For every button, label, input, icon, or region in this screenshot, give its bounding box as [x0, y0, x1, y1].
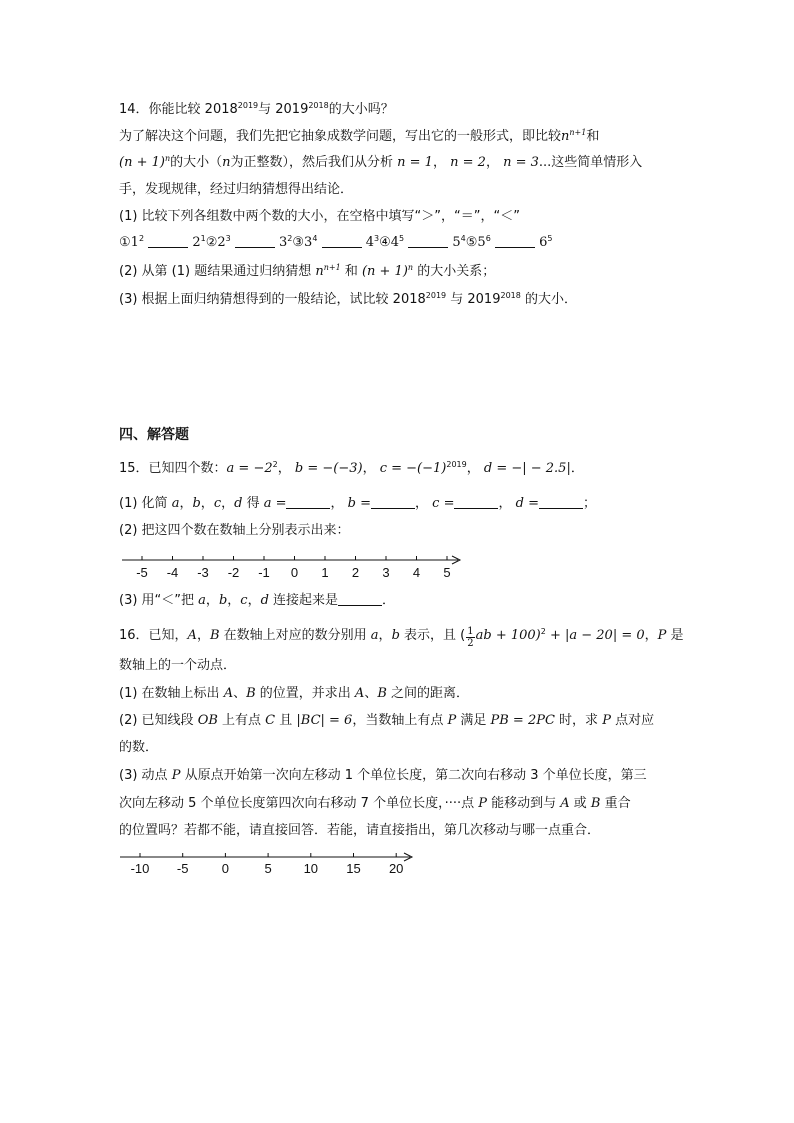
- q16-part3-cont2: 的位置吗？若都不能，请直接回答．若能，请直接指出，第几次移动与哪一点重合．: [119, 823, 601, 838]
- number-line-q16: [0, 848, 794, 880]
- answer-blank-4[interactable]: [408, 234, 448, 248]
- answer-blank-d[interactable]: [539, 495, 583, 509]
- number-line-q16-label: -10: [130, 861, 150, 876]
- answer-blank-1[interactable]: [148, 234, 188, 248]
- fraction-one-half: $\frac{1}{2}$: [467, 626, 474, 649]
- q14-part2: (2) 从第 (1) 题结果通过归纳猜想 $n^{n+1}$ 和 $(n + 1)^n$ 的大小关系；: [119, 263, 496, 279]
- number-line-q16-label: 0: [221, 861, 230, 876]
- q14-intro-line1: 为了解决这个问题，我们先把它抽象成数学问题，写出它的一般形式，即比较$n^{n+1}$和: [119, 128, 600, 144]
- q14-part3: (3) 根据上面归纳猜想得到的一般结论，试比较 $2018^{2019}$ 与 $2019^{2018}$ 的大小．: [119, 291, 577, 307]
- number-line-q15-label: 1: [321, 565, 329, 580]
- q14-intro-line2: $(n + 1)^n$的大小（n为正整数），然后我们从分析 n = 1， n = 2， n = 3...这些简单情形入: [119, 154, 643, 170]
- q16-part1: (1) 在数轴上标出 A、B 的位置，并求出 A、B 之间的距离．: [119, 686, 470, 701]
- number-line-q16-label: 5: [264, 861, 272, 876]
- number-line-q15-label: -3: [197, 565, 209, 580]
- answer-blank-c[interactable]: [454, 495, 498, 509]
- answer-blank-b[interactable]: [371, 495, 415, 509]
- answer-blank-3[interactable]: [322, 234, 362, 248]
- section-heading: 四、解答题: [119, 427, 189, 443]
- q16-part3-cont1: 次向左移动 5 个单位长度第四次向右移动 7 个单位长度，····点 P 能移动到与 A 或 B 重合: [119, 796, 631, 811]
- q15-part3: (3) 用“＜”把 a，b，c，d 连接起来是 ．: [119, 593, 396, 608]
- answer-blank-a[interactable]: [286, 495, 330, 509]
- number-line-q15-label: 4: [412, 565, 421, 580]
- q16-part3: (3) 动点 P 从原点开始第一次向左移动 1 个单位长度，第二次向右移动 3 个单位长度，第三: [119, 768, 647, 783]
- answer-blank-5[interactable]: [495, 234, 535, 248]
- number-line-q15-label: 5: [443, 565, 451, 580]
- number-line-q15-label: 0: [290, 565, 299, 580]
- q14-comparison-row: $①1^2$ $2^1②2^3$ $3^2③3^4$ $4^3④4^5$ $5^4⑤5^6$ $6^5$: [119, 234, 553, 250]
- number-line-q15: [0, 548, 794, 584]
- q16-part2: (2) 已知线段 OB 上有点 C 且 |BC| = 6，当数轴上有点 P 满足 PB = 2PC 时，求 P 点对应: [119, 713, 655, 728]
- q14-stem: 14．你能比较 $2018^{2019}$与 $2019^{2018}$的大小吗？: [119, 101, 394, 117]
- q15-part2: (2) 把这四个数在数轴上分别表示出来：: [119, 523, 350, 538]
- number-line-q15-label: 2: [351, 565, 360, 580]
- number-line-q15-label: -1: [258, 565, 270, 580]
- q15-part1: (1) 化简 a，b，c，d 得 a = ， b = ， c = ， d = ；: [119, 496, 596, 511]
- number-line-q16-label: 15: [346, 861, 361, 876]
- number-line-q16-marks: [131, 853, 404, 876]
- q14-part1: (1) 比较下列各组数中两个数的大小，在空格中填写“＞”，“＝”，“＜”: [119, 209, 520, 224]
- number-line-q15-label: -5: [136, 565, 148, 580]
- number-line-q15-label: -2: [227, 565, 240, 580]
- number-line-q16-label: 20: [388, 861, 404, 876]
- number-line-q15-label: 3: [382, 565, 390, 580]
- number-line-q16-label: 10: [303, 861, 319, 876]
- answer-blank-order[interactable]: [338, 592, 382, 606]
- answer-blank-2[interactable]: [235, 234, 275, 248]
- q16-stem: 16．已知，A，B 在数轴上对应的数分别用 a，b 表示，且 ( $\frac{1}{2}$ ab + 100)$^2$ + |a − 20| = 0，P 是: [119, 626, 684, 649]
- q14-intro-line3: 手，发现规律，经过归纳猜想得出结论．: [119, 182, 354, 197]
- q16-stem-cont: 数轴上的一个动点．: [119, 658, 237, 673]
- q15-stem: 15．已知四个数：$a = -2^2$， b = −(−3)， $c = -(-1)^{2019}$， d = −| − 2.5|．: [119, 460, 584, 476]
- q16-part2-cont: 的数．: [119, 740, 159, 755]
- number-line-q16-label: -5: [176, 861, 189, 876]
- number-line-q15-label: -4: [166, 565, 179, 580]
